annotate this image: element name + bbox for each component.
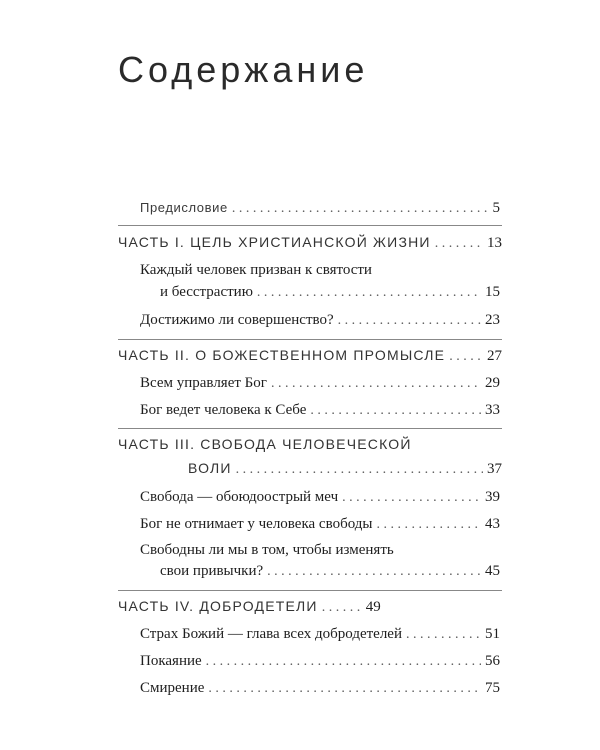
- toc-leader-dots: [267, 564, 481, 580]
- toc-entry[interactable]: [140, 626, 500, 643]
- page-title: Содержание: [118, 49, 369, 90]
- toc-entry-title: Страх Божий — глава всех добродетелей: [140, 626, 402, 642]
- toc-entry-title: Покаяние: [140, 653, 202, 669]
- toc-entry-page: 56: [485, 653, 500, 669]
- toc-part-page: 49: [365, 599, 381, 615]
- toc-leader-dots: [232, 201, 489, 217]
- toc-entry-page: 51: [485, 626, 500, 642]
- toc-entry-page: 29: [485, 375, 500, 391]
- toc-entry[interactable]: [160, 284, 500, 301]
- toc-part-title: ЧАСТЬ II. О БОЖЕСТВЕННОМ ПРОМЫСЛЕ: [118, 347, 446, 363]
- toc-entry[interactable]: [140, 489, 500, 506]
- toc-leader-dots: [322, 600, 362, 616]
- toc-leader-dots: [435, 236, 483, 252]
- toc-leader-dots: [208, 681, 481, 697]
- section-divider: [118, 428, 502, 429]
- toc-leader-dots: [206, 654, 481, 670]
- toc-leader-dots: [406, 627, 481, 643]
- toc-entry-title-cont: и бесстрастию: [160, 284, 253, 300]
- toc-part-title: ЧАСТЬ I. ЦЕЛЬ ХРИСТИАНСКОЙ ЖИЗНИ: [118, 234, 431, 250]
- toc-entry[interactable]: [140, 375, 500, 392]
- toc-entry-title: Смирение: [140, 680, 205, 696]
- toc-entry[interactable]: [140, 312, 500, 329]
- toc-part-1[interactable]: [118, 234, 502, 252]
- toc-entry-page: 43: [485, 516, 500, 532]
- toc-entry-title: Бог ведет человека к Себе: [140, 402, 307, 418]
- toc-entry-title: Достижимо ли совершенство?: [140, 312, 334, 328]
- section-divider: [118, 225, 502, 226]
- toc-entry-page: 5: [492, 200, 500, 216]
- toc-entry-title-cont: свои привычки?: [160, 563, 264, 579]
- toc-entry-preface[interactable]: [140, 200, 500, 217]
- toc-entry-page: 75: [485, 680, 500, 696]
- toc-entry[interactable]: [140, 402, 500, 419]
- toc-leader-dots: [236, 462, 483, 478]
- toc-entry-page: 23: [485, 312, 500, 328]
- toc-entry-title: Предисловие: [140, 200, 228, 215]
- toc-entry[interactable]: [140, 653, 500, 670]
- toc-part-page: 27: [487, 348, 502, 364]
- toc-entry-title[interactable]: Каждый человек призван к святости: [140, 262, 372, 278]
- toc-part-3-title[interactable]: ЧАСТЬ III. СВОБОДА ЧЕЛОВЕЧЕСКОЙ: [118, 436, 412, 452]
- toc-entry-title: Бог не отнимает у человека свободы: [140, 516, 373, 532]
- toc-leader-dots: [376, 517, 481, 533]
- toc-leader-dots: [271, 376, 481, 392]
- toc-leader-dots: [310, 403, 481, 419]
- toc-part-2[interactable]: [118, 347, 502, 365]
- toc-part-page: 37: [487, 461, 502, 477]
- toc-leader-dots: [257, 285, 481, 301]
- toc-part-3[interactable]: [188, 460, 502, 478]
- toc-entry[interactable]: [140, 680, 500, 697]
- toc-part-title-cont: ВОЛИ: [188, 460, 232, 476]
- toc-part-page: 13: [487, 235, 502, 251]
- toc-entry-title[interactable]: Свободны ли мы в том, чтобы изменять: [140, 542, 394, 558]
- toc-part-title: ЧАСТЬ IV. ДОБРОДЕТЕЛИ: [118, 598, 318, 614]
- toc-entry[interactable]: [160, 563, 500, 580]
- section-divider: [118, 339, 502, 340]
- toc-entry-page: 45: [485, 563, 500, 579]
- toc-part-4[interactable]: [118, 598, 502, 616]
- toc-entry[interactable]: [140, 516, 500, 533]
- toc-leader-dots: [449, 349, 483, 365]
- toc-leader-dots: [338, 313, 481, 329]
- toc-entry-title: Всем управляет Бог: [140, 375, 267, 391]
- toc-entry-page: 15: [485, 284, 500, 300]
- toc-entry-title: Свобода — обоюдоострый меч: [140, 489, 339, 505]
- toc-entry-page: 33: [485, 402, 500, 418]
- toc-leader-dots: [342, 490, 481, 506]
- section-divider: [118, 590, 502, 591]
- toc-entry-page: 39: [485, 489, 500, 505]
